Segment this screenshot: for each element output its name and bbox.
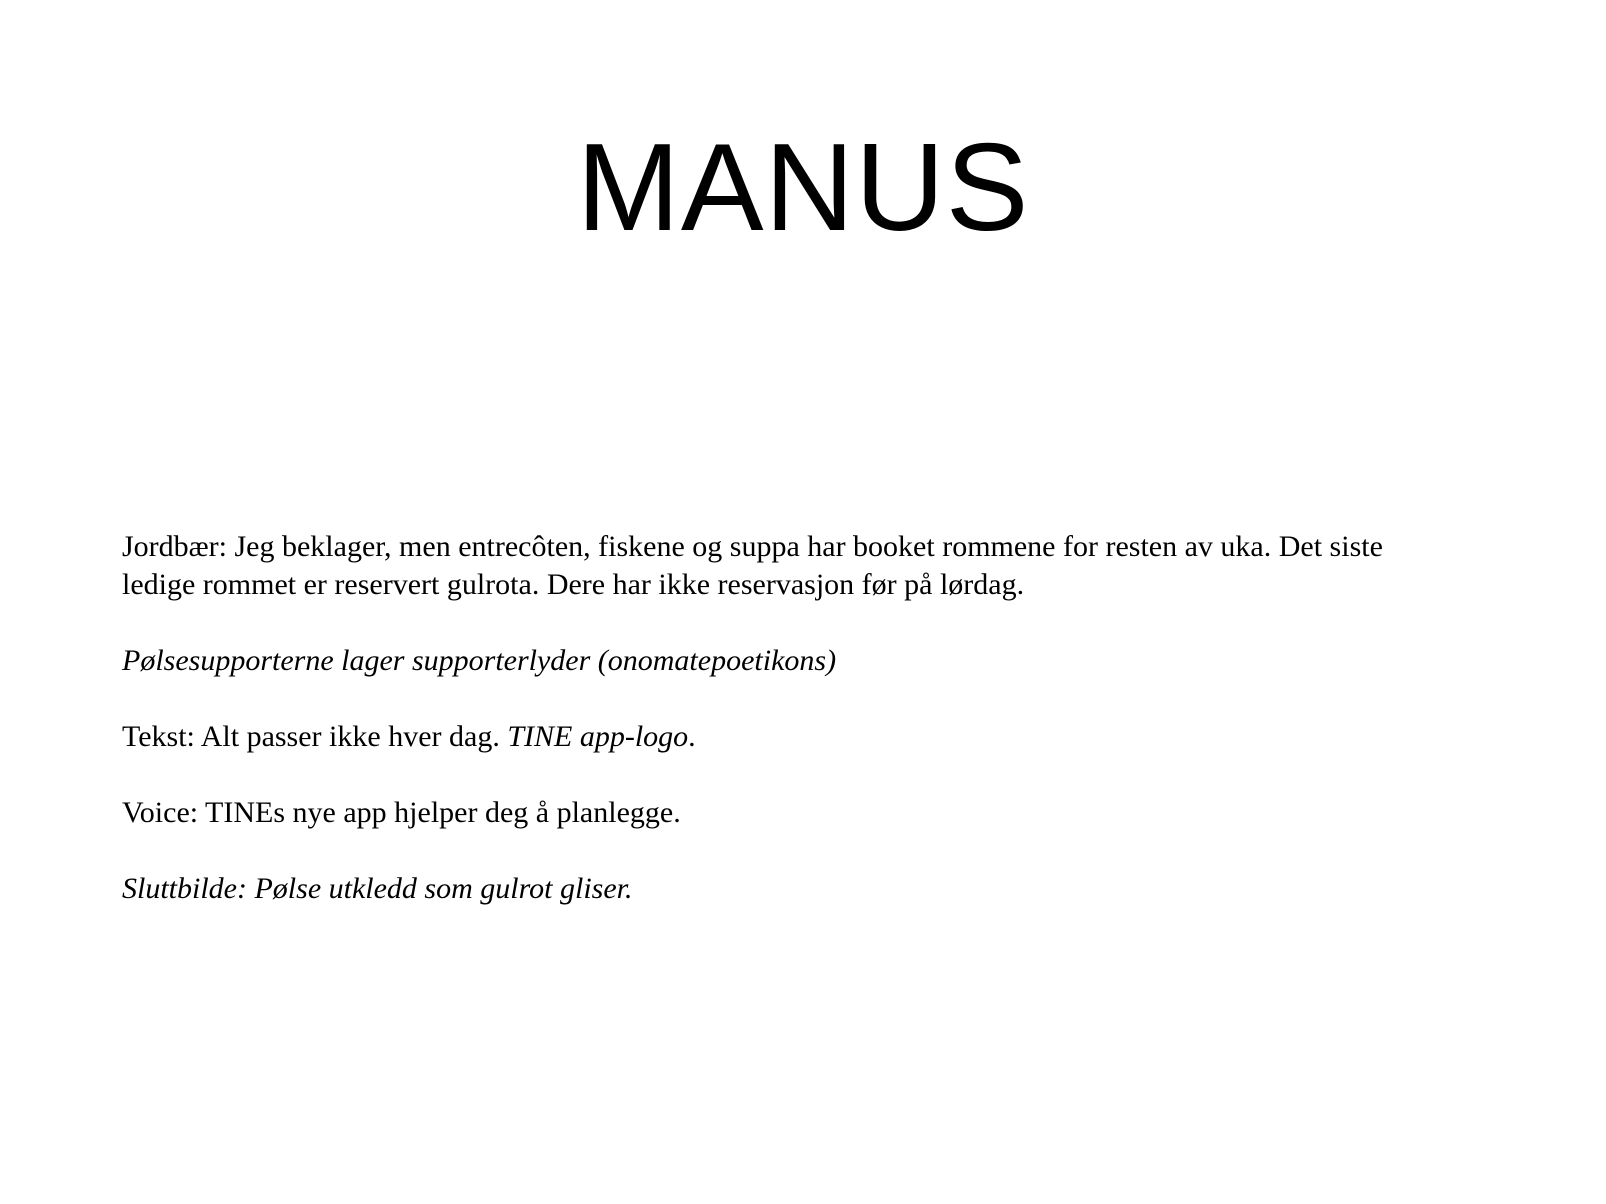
paragraph-tekst	[122, 718, 1462, 756]
slide-title: MANUS	[576, 119, 1030, 257]
paragraph-jordbaer: Jordbær: Jeg beklager, men entrecôten, fiskene og suppa har booket rommene for resten av uka. Det siste ledige rommet er reservert gulrota. Dere har ikke reservasjon før på lørdag.	[122, 530, 1383, 601]
paragraph-stage-direction: Pølsesupporterne lager supporterlyder (onomatepoetikons)	[122, 644, 837, 677]
tine-logo-text: TINE app-logo	[507, 720, 689, 753]
tekst-period: .	[688, 720, 696, 753]
paragraph-voice: Voice: TINEs nye app hjelper deg å planlegge.	[122, 796, 681, 829]
tekst-label-text: Tekst: Alt passer ikke hver dag.	[122, 720, 508, 753]
paragraph-sluttbilde: Sluttbilde: Pølse utkledd som gulrot gliser.	[122, 872, 633, 905]
script-body	[122, 528, 1462, 946]
